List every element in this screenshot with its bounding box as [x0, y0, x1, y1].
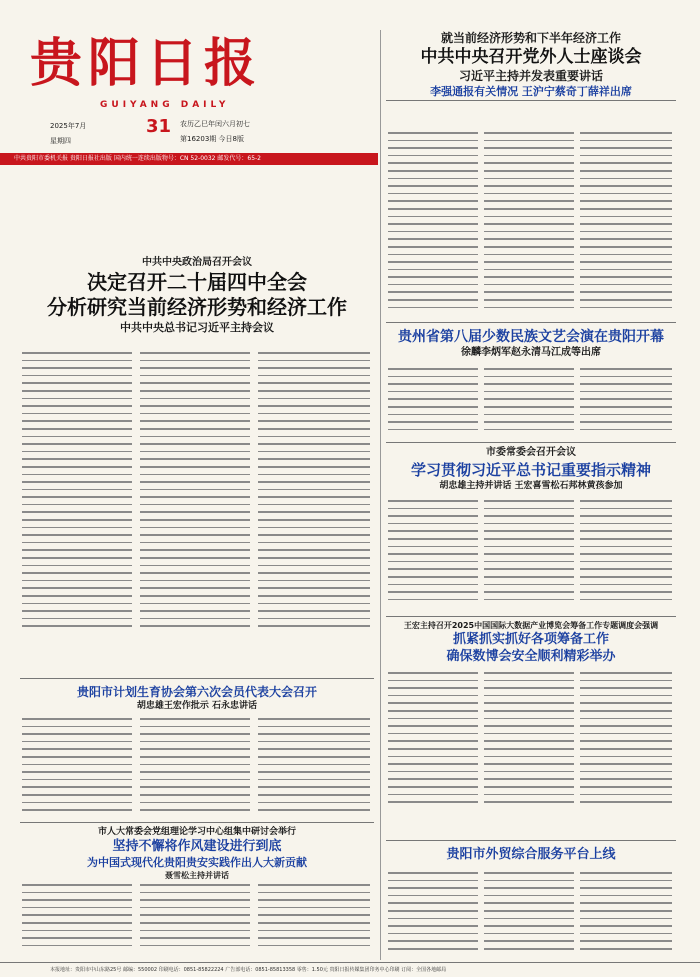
story-minority-arts-title[interactable]: 贵州省第八届少数民族文艺会演在贵阳开幕: [398, 329, 664, 345]
story-bigdata-expo-title-2[interactable]: 确保数博会安全顺利精彩举办: [446, 649, 616, 664]
story-party-committee-byline: 胡忠雄主持并讲话 王宏喜雪松石邦林黄孩参加: [439, 481, 623, 491]
story-bigdata-expo[interactable]: [386, 620, 676, 665]
story-family-planning-byline: 胡忠雄王宏作批示 石永忠讲话: [136, 701, 258, 711]
issue-date: 2025年7月 星期四: [50, 122, 87, 145]
story-minority-arts[interactable]: [386, 328, 676, 360]
lead-story-kicker: 中共中央政治局召开会议: [142, 257, 252, 268]
story-npc-study[interactable]: [20, 826, 374, 882]
lead-story-title-1[interactable]: 决定召开二十届四中全会: [87, 270, 307, 294]
story-npc-study-title-2[interactable]: 为中国式现代化贵阳贵安实践作出人大新贡献: [87, 856, 307, 869]
issue-info: 农历乙巳年闰六月初七 第16203期 今日8版: [180, 120, 250, 143]
newspaper-title: 贵阳日报: [30, 33, 263, 94]
masthead: [30, 28, 370, 148]
newspaper-pinyin: GUIYANG DAILY: [100, 100, 230, 110]
page-footer: 本报地址：贵阳市中山东路25号 邮编：550002 印刷电话：0851-85822224 广告部电话：0851-85813358 零售：1.50元 贵阳日报传媒集团印务中心印刷 订阅：全国各地邮局: [0, 962, 700, 977]
lead-story-byline: 中共中央总书记习近平主持会议: [120, 321, 274, 334]
issue-day: 31: [146, 116, 172, 137]
top-story-title[interactable]: 中共中央召开党外人士座谈会: [420, 47, 642, 67]
masthead-ticker: 中共贵阳市委机关报 贵阳日报社出版 国内统一连续出版物号：CN 52-0032 邮发代号：65-2: [0, 153, 378, 165]
top-story-body: [388, 132, 478, 322]
story-bigdata-expo-title-1[interactable]: 抓紧抓实抓好各项筹备工作: [452, 632, 609, 647]
story-family-planning[interactable]: [20, 684, 374, 713]
story-npc-study-kicker: 市人大常委会党组理论学习中心组集中研讨会举行: [97, 827, 296, 837]
lead-story-title-2[interactable]: 分析研究当前经济形势和经济工作: [47, 295, 347, 319]
top-story-subtitle: 习近平主持并发表重要讲话: [458, 69, 603, 83]
story-npc-study-byline: 聂雪松主持并讲话: [165, 871, 229, 880]
story-foreign-trade-title[interactable]: 贵阳市外贸综合服务平台上线: [446, 847, 616, 862]
top-story-byline: 李强通报有关情况 王沪宁蔡奇丁薛祥出席: [430, 85, 632, 98]
story-family-planning-title[interactable]: 贵阳市计划生育协会第六次会员代表大会召开: [76, 685, 317, 699]
story-party-committee-title[interactable]: 学习贯彻习近平总书记重要指示精神: [410, 461, 651, 479]
top-story-kicker: 就当前经济形势和下半年经济工作: [440, 31, 621, 45]
lead-story-header[interactable]: [20, 256, 374, 335]
top-story-header[interactable]: [386, 30, 676, 99]
story-party-committee-kicker: 市委常委会召开会议: [486, 447, 576, 458]
lead-story-body: [22, 352, 132, 652]
story-npc-study-title-1[interactable]: 坚持不懈将作风建设进行到底: [112, 839, 282, 854]
story-bigdata-expo-kicker: 王宏主持召开2025中国国际大数据产业博览会筹备工作专题调度会强调: [403, 621, 659, 630]
story-party-committee[interactable]: [386, 446, 676, 492]
story-foreign-trade[interactable]: [386, 846, 676, 864]
story-minority-arts-byline: 徐麟李炳军赵永清马江成等出席: [461, 347, 601, 358]
